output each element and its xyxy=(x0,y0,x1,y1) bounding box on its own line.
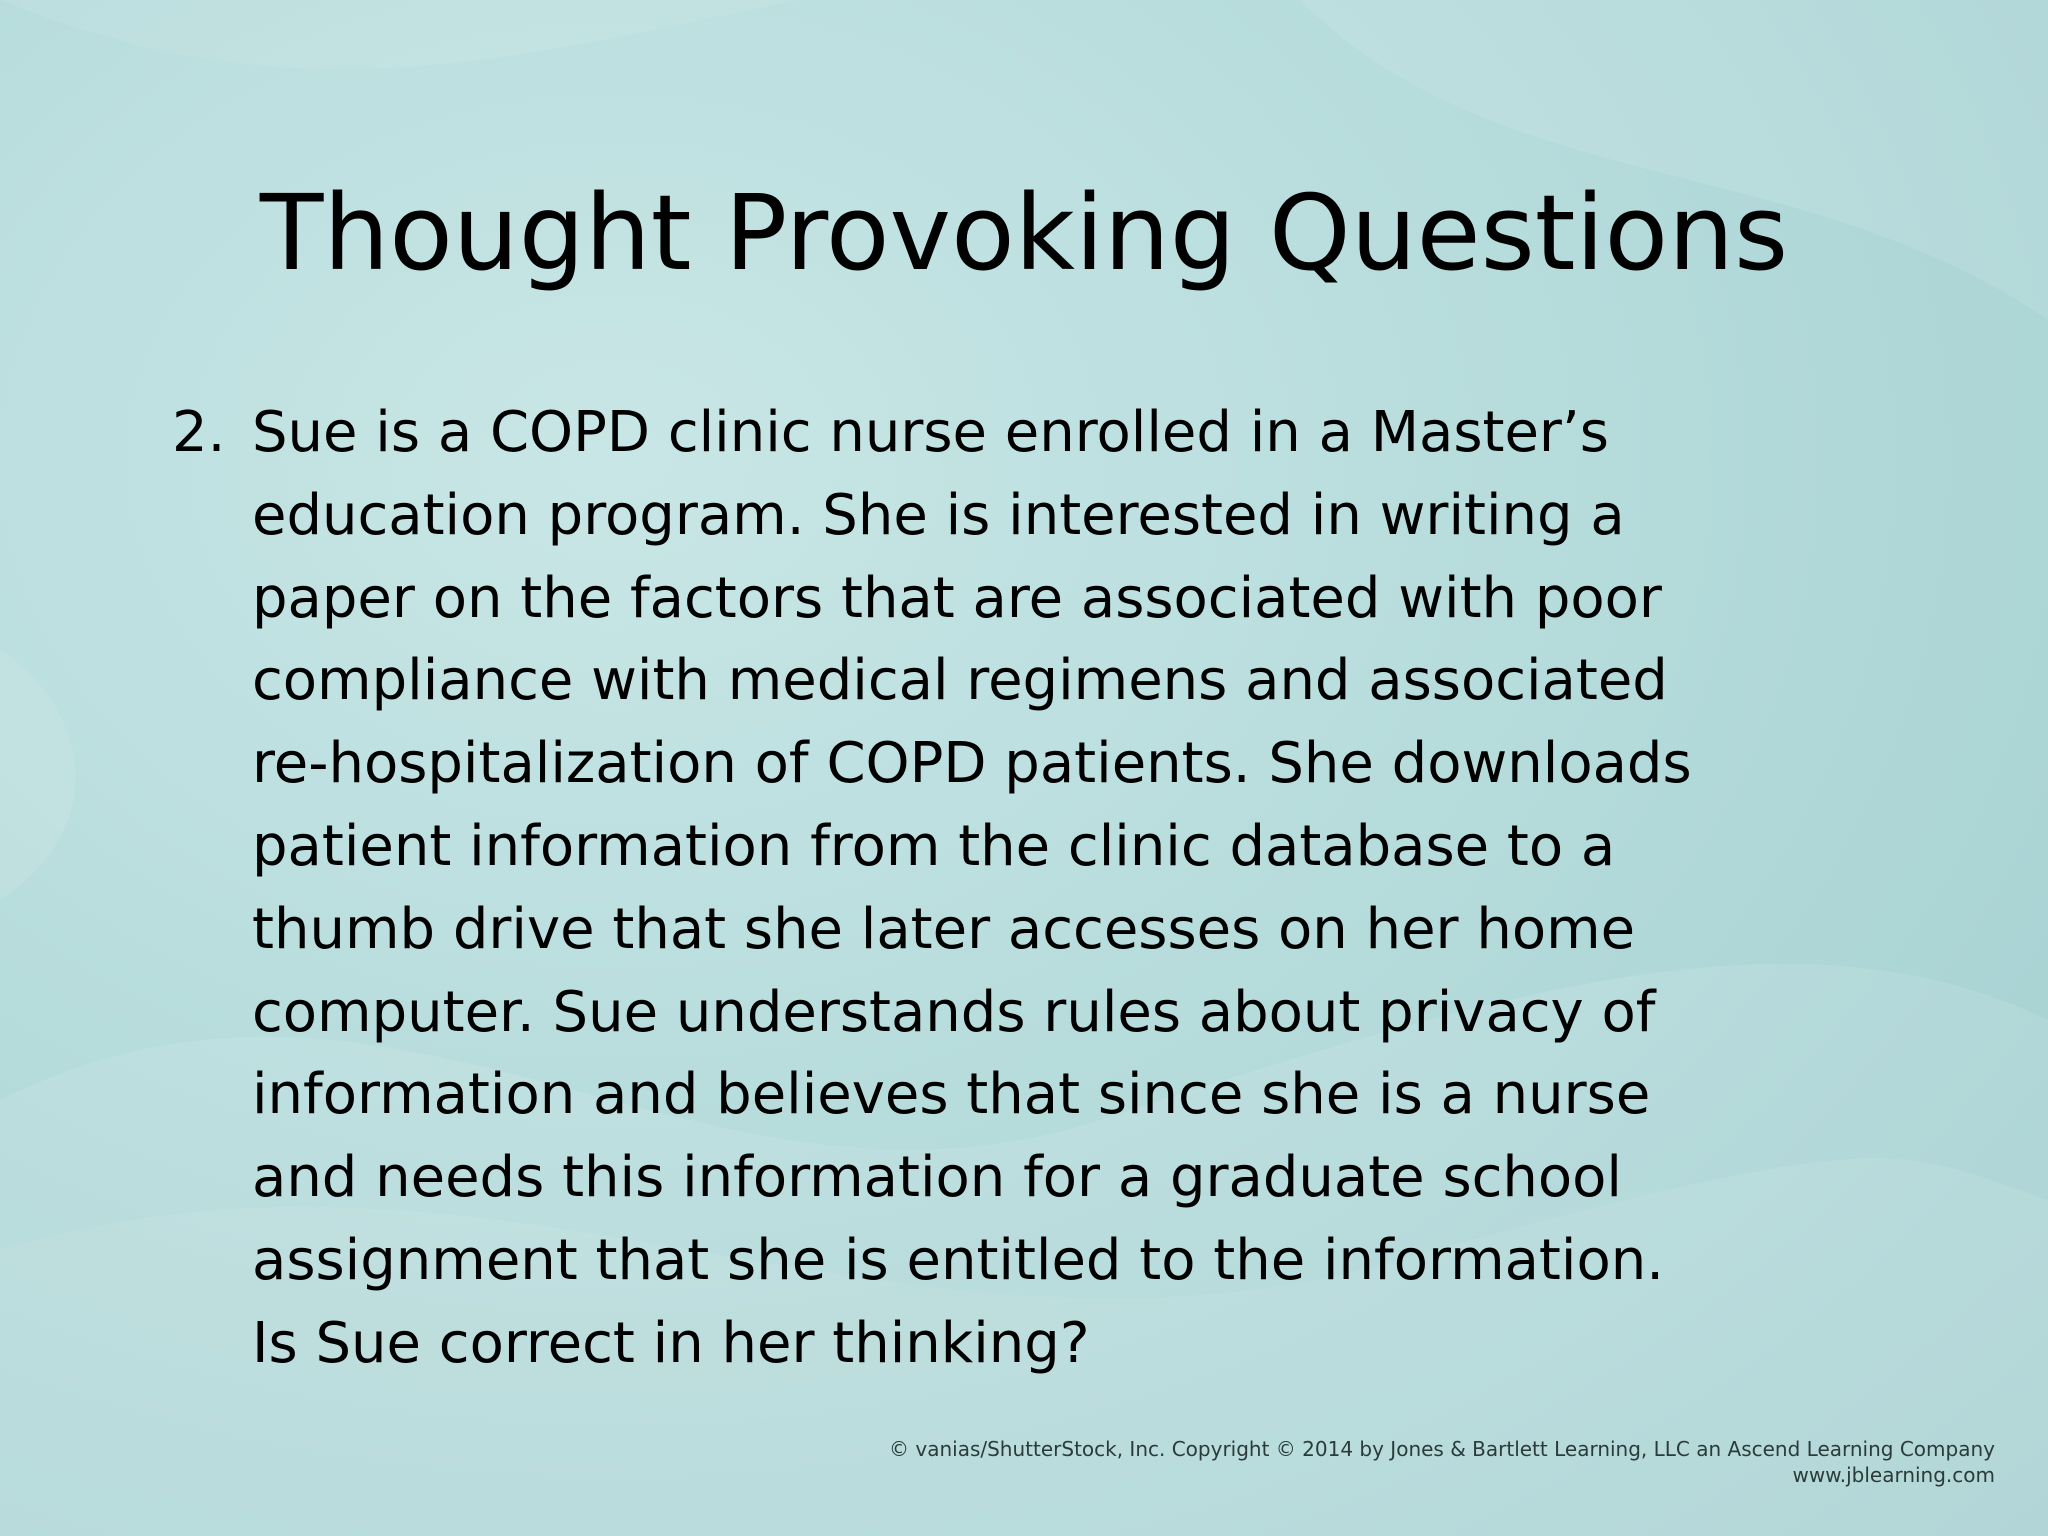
question-line: information and believes that since she is a nurse xyxy=(252,1062,1651,1128)
question-number: 2. xyxy=(172,400,226,465)
question-line: and needs this information for a graduate school xyxy=(252,1145,1622,1211)
question-line: assignment that she is entitled to the information. xyxy=(252,1227,1665,1293)
publisher-url: www.jblearning.com xyxy=(1792,1463,1995,1487)
copyright-line: © vanias/ShutterStock, Inc. Copyright © 2014 by Jones & Bartlett Learning, LLC an Ascend Learning Company xyxy=(889,1437,1995,1461)
question-text xyxy=(252,392,1992,1386)
question-line: Is Sue correct in her thinking? xyxy=(252,1310,1090,1376)
copyright-credit xyxy=(889,1436,1995,1488)
question-line: patient information from the clinic database to a xyxy=(252,813,1616,879)
question-line: education program. She is interested in writing a xyxy=(252,482,1625,548)
question-line: Sue is a COPD clinic nurse enrolled in a Master’s xyxy=(252,400,1609,465)
question-line: computer. Sue understands rules about privacy of xyxy=(252,979,1656,1045)
question-line: compliance with medical regimens and associated xyxy=(252,648,1668,714)
question-line: thumb drive that she later accesses on her home xyxy=(252,896,1636,962)
question-line: paper on the factors that are associated with poor xyxy=(252,565,1662,631)
slide-title: Thought Provoking Questions xyxy=(259,172,1789,294)
question-item xyxy=(172,392,1992,1386)
question-line: re-hospitalization of COPD patients. She downloads xyxy=(252,731,1692,797)
